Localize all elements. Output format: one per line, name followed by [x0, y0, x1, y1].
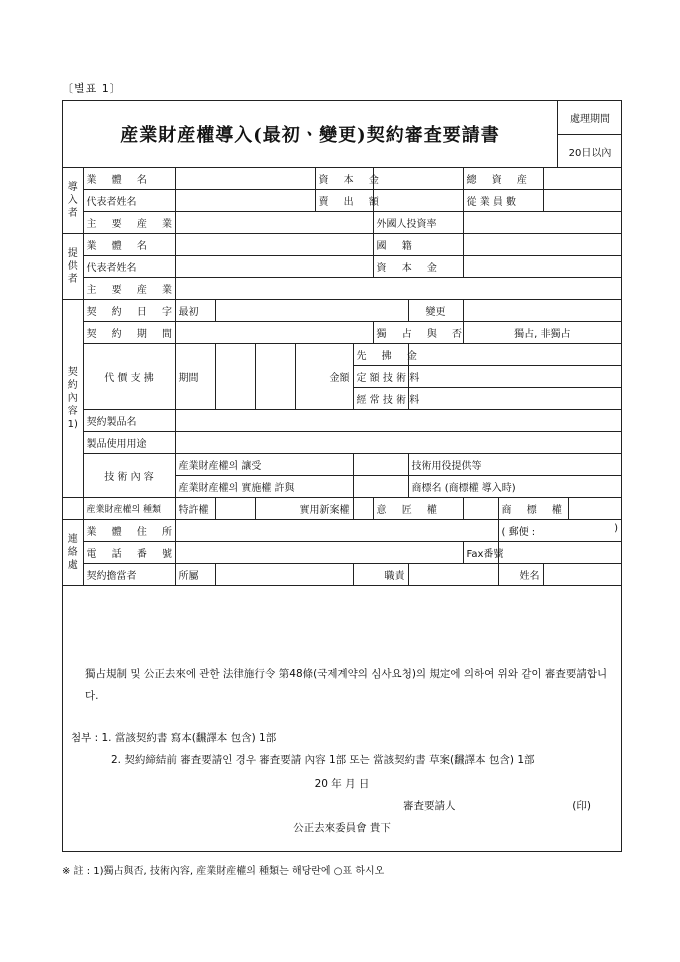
introducer-industry-field[interactable] [175, 212, 373, 234]
position-label: 職責 [353, 564, 408, 586]
introducer-employees-field[interactable] [543, 190, 621, 212]
ip-license-mark[interactable] [353, 476, 408, 498]
footnote: ※ 註 : 1)獨占與否, 技術內容, 産業財産權의 種類는 해당란에 ○표 하시오 [62, 866, 385, 877]
contract-initial-field[interactable] [215, 300, 408, 322]
request-paragraph: 獨占規制 및 公正去來에 관한 法律施行令 第48條(국제계약의 심사요청)의 規定에 의하여 위와 같이 審査要請합니다. [85, 668, 608, 702]
patent-option[interactable]: 特許權 [175, 498, 215, 520]
fax-label: Fax番號 [463, 542, 498, 564]
introducer-industry-label: 主 要 産 業 [83, 212, 175, 234]
contact-section-label: 連絡處 [63, 520, 83, 586]
product-name-label: 契約製品名 [83, 410, 175, 432]
patent-mark[interactable] [215, 498, 255, 520]
payment-term-field[interactable] [215, 344, 255, 410]
dept-label: 所屬 [175, 564, 215, 586]
phone-label: 電 話 番 號 [83, 542, 175, 564]
address-field[interactable] [175, 520, 498, 542]
provider-rep-label: 代表者姓名 [83, 256, 175, 278]
name-label: 姓名 [498, 564, 543, 586]
contract-section-label: 契約內容1) [63, 300, 83, 498]
page-label: 〔별표 1〕 [62, 82, 122, 95]
introducer-name-field[interactable] [175, 168, 315, 190]
ip-type-label: 産業財産權의 種類 [83, 498, 175, 520]
introducer-sales-label: 賣 出 額 [315, 190, 373, 212]
running-royalty-label: 經 常 技 術 料 [353, 388, 408, 410]
product-usage-label: 製品使用用途 [83, 432, 175, 454]
ip-transfer-mark[interactable] [353, 454, 408, 476]
postal-code-field[interactable] [498, 520, 621, 542]
postal-close: ) [614, 523, 619, 534]
name-field[interactable] [543, 564, 621, 586]
postal-label: ( 郵便 : [501, 527, 536, 538]
introducer-foreign-ratio-field[interactable] [463, 212, 621, 234]
tech-service-option[interactable]: 技術用役提供等 [408, 454, 621, 476]
contract-date-label: 契 約 日 字 [83, 300, 175, 322]
introducer-total-assets-field[interactable] [543, 168, 621, 190]
processing-period-value: 20日以內 [568, 148, 612, 159]
running-royalty-field[interactable] [408, 388, 621, 410]
trademark-name-option[interactable]: 商標名 (商標權 導入時) [408, 476, 621, 498]
provider-rep-field[interactable] [175, 256, 373, 278]
trademark-mark[interactable] [568, 498, 621, 520]
provider-nationality-field[interactable] [463, 234, 621, 256]
form-title: 産業財産權導入(最初ㆍ變更)契約審査要請書 [120, 125, 500, 146]
processing-period-label: 處理期間 [558, 101, 622, 135]
applicant-label: 審査要請人 [403, 800, 456, 812]
phone-field[interactable] [175, 542, 463, 564]
position-field[interactable] [408, 564, 498, 586]
payment-term-label: 期間 [175, 344, 215, 410]
date-line: 20 年 月 日 [314, 778, 370, 790]
request-form [62, 100, 622, 852]
introducer-foreign-ratio-label: 外國人投資率 [373, 212, 463, 234]
provider-capital-label: 資 本 金 [373, 256, 463, 278]
form-grid [63, 167, 621, 586]
payment-term-field-2[interactable] [255, 344, 295, 410]
title-row [63, 101, 621, 168]
introducer-total-assets-label: 總 資 産 [463, 168, 543, 190]
advance-payment-field[interactable] [408, 344, 621, 366]
provider-industry-label: 主 要 産 業 [83, 278, 175, 300]
exclusive-label: 獨 占 與 否 [373, 322, 463, 344]
introducer-employees-label: 從 業 員 數 [463, 190, 543, 212]
introducer-rep-field[interactable] [175, 190, 315, 212]
product-name-field[interactable] [175, 410, 621, 432]
contact-person-label: 契約擔當者 [83, 564, 175, 586]
introducer-sales-field[interactable] [373, 190, 463, 212]
attachment-2: 2. 契約締結前 審査要請인 경우 審査要請 內容 1部 또는 當該契約書 草案(飜譯本 包含) 1部 [111, 754, 535, 766]
request-body [63, 655, 621, 839]
ip-transfer-option[interactable]: 産業財産權의 讓受 [175, 454, 353, 476]
fax-field[interactable] [498, 542, 621, 564]
utility-mark[interactable] [353, 498, 373, 520]
attachment-1: 첨부 : 1. 當該契約書 寫本(飜譯本 包含) 1部 [71, 732, 277, 744]
provider-name-field[interactable] [175, 234, 373, 256]
provider-name-label: 業 體 名 [83, 234, 175, 256]
processing-period-box [557, 101, 622, 167]
contract-initial-label: 最初 [175, 300, 215, 322]
provider-section-label: 提供者 [63, 234, 83, 300]
contract-change-field[interactable] [463, 300, 621, 322]
contract-period-label: 契 約 期 間 [83, 322, 175, 344]
payment-label: 代 價 支 拂 [83, 344, 175, 410]
payment-amount-label: 金額 [295, 344, 353, 410]
applicant-line [63, 795, 621, 817]
address-label: 業 體 住 所 [83, 520, 175, 542]
introducer-capital-field[interactable] [373, 168, 463, 190]
utility-option[interactable]: 實用新案權 [255, 498, 353, 520]
introducer-capital-label: 資 本 金 [315, 168, 373, 190]
introducer-name-label: 業 體 名 [83, 168, 175, 190]
design-mark[interactable] [463, 498, 498, 520]
product-usage-field[interactable] [175, 432, 621, 454]
contract-period-field[interactable] [175, 322, 373, 344]
seal-mark: (印) [572, 800, 591, 812]
tech-content-label: 技 術 內 容 [83, 454, 175, 498]
provider-industry-field[interactable] [175, 278, 621, 300]
exclusive-options[interactable]: 獨占, 非獨占 [463, 322, 621, 344]
introducer-rep-label: 代表者姓名 [83, 190, 175, 212]
design-option[interactable]: 意 匠 權 [373, 498, 463, 520]
addressee: 公正去來委員會 貴下 [293, 822, 391, 834]
introducer-section-label: 導入者 [63, 168, 83, 234]
trademark-option[interactable]: 商 標 權 [498, 498, 568, 520]
provider-capital-field[interactable] [463, 256, 621, 278]
advance-payment-label: 先 拂 金 [353, 344, 408, 366]
fixed-royalty-label: 定 額 技 術 料 [353, 366, 408, 388]
fixed-royalty-field[interactable] [408, 366, 621, 388]
ip-type-spacer [63, 498, 83, 520]
contract-change-label: 變更 [408, 300, 463, 322]
ip-license-option[interactable]: 産業財産權의 實施權 許與 [175, 476, 353, 498]
dept-field[interactable] [215, 564, 353, 586]
provider-nationality-label: 國 籍 [373, 234, 463, 256]
